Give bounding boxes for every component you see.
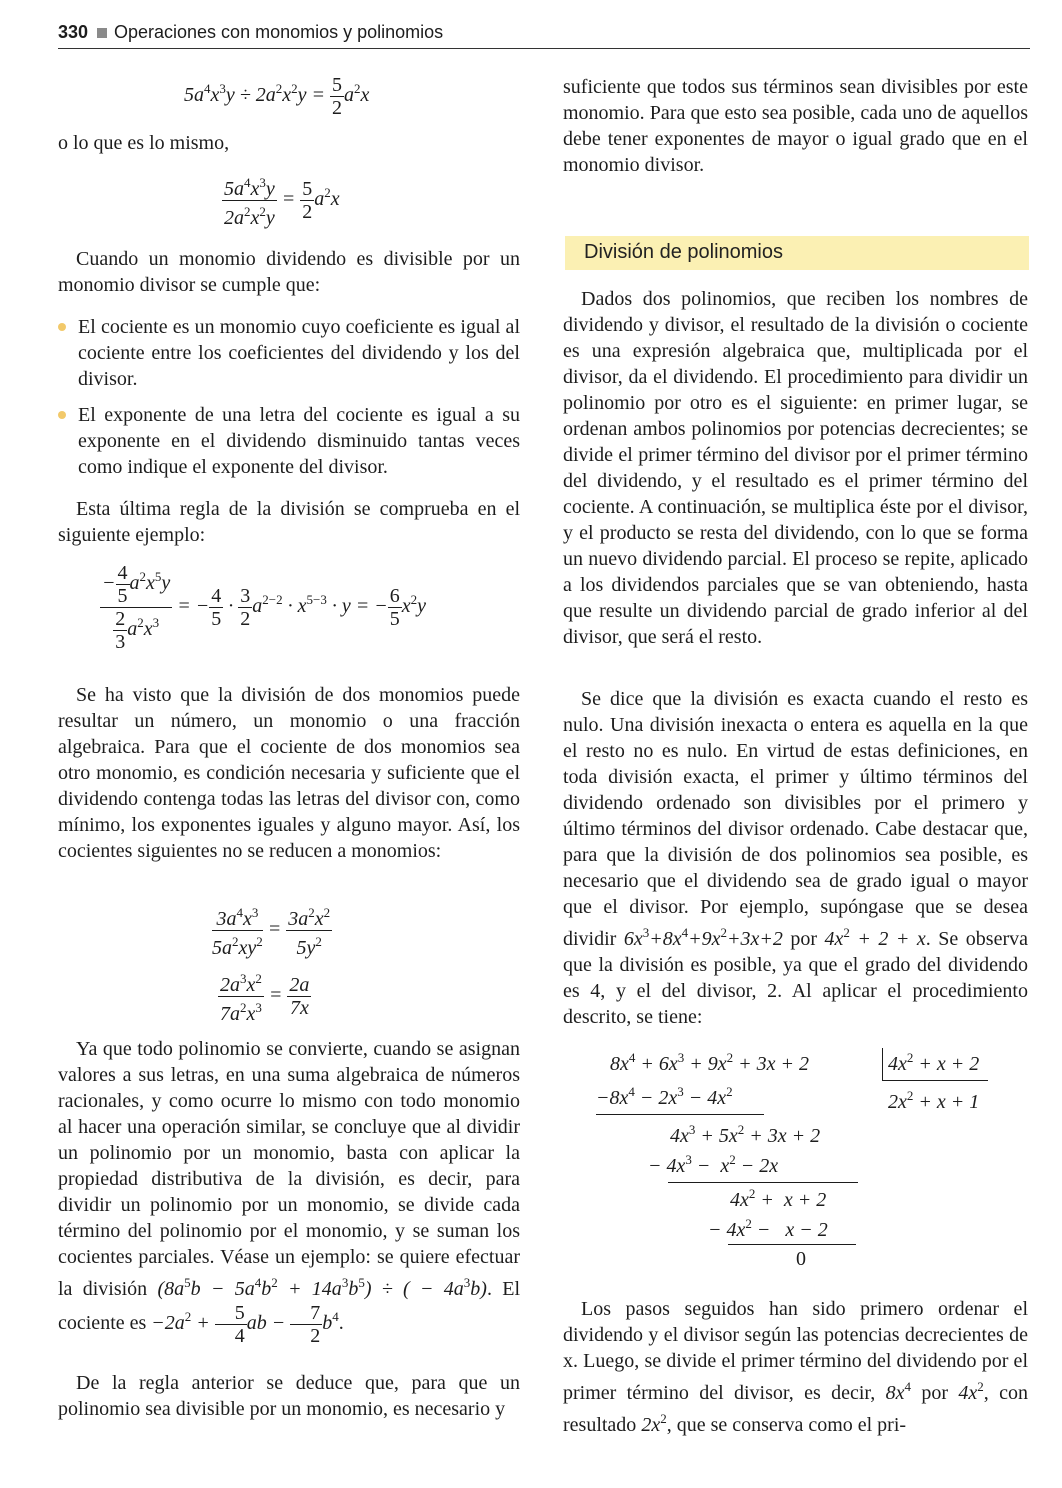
text-esta-ultima: Esta última regla de la división se comprueba en el siguiente ejemplo: [58, 498, 520, 546]
text-de-la-regla: De la regla anterior se deduce que, para que un polinomio sea divisible por un monomio, es necesario y [58, 1372, 520, 1420]
page-number: 330 [58, 22, 89, 42]
text-ya-que: Ya que todo polinomio se convierte, cuando se asignan valores a sus letras, en una suma algebraica de números racionales, y como ocurre lo mismo con todo monomio al hacer una operación similar, se concluye que al dividir un polinomio por un monomio, basta con aplicar la propiedad distributiva de la división, es decir, para dividir un polinomio por un monomio, se divide cada término del polinomio por el monomio, y se suman los cocientes parciales. Véase un ejemplo: se quiere efectuar la división $(8a^5b - 5a^4b^2 + 14a^3b^5)$ ÷ ( − $4a^3b$). El cociente es $-2a^2$ + $\frac{5}{4}$ ab − $\frac{7}{2}$ $b^4$. [58, 1038, 521, 1347]
equation-4: $\frac{3a^4x^3}{5a^2xy^2}$ = $\frac{3a^2x^2}{5y^2}$ [212, 902, 332, 959]
text-suficiente: suficiente que todos sus términos sean divisibles por este monomio. Para que esto sea posible, cada uno de aquellos debe tener exponentes de mayor o igual grado que en el monomio divisor. [563, 76, 1028, 176]
bullet-icon [58, 323, 66, 331]
text-cuando: Cuando un monomio dividendo es divisible por un monomio divisor se cumple que: [58, 248, 520, 296]
equation-1: $5a^4x^3y \div 2a^2x^2y$ = $\frac{5}{2}$ $a^2x$ [184, 74, 370, 119]
section-heading-box [565, 236, 1029, 270]
text-lo-mismo: o lo que es lo mismo, [58, 132, 230, 154]
header-square-icon [97, 28, 107, 38]
text-se-ha-visto: Se ha visto que la división de dos monomios puede resultar un número, un monomio o una fracción algebraica. Para que el cociente de dos monomios sea otro monomio, es condición necesaria y suficiente que el dividendo contenga todas las letras del divisor con, como mínimo, los exponentes iguales y alguno mayor. Así, los cocientes siguientes no se reducen a monomios: [58, 684, 520, 862]
list-item: El exponente de una letra del cociente es igual a su exponente en el dividendo disminuido tantas veces como indique el exponente del divisor. [58, 402, 520, 480]
text-los-pasos: Los pasos seguidos han sido primero ordenar el dividendo y el divisor según las potencias decrecientes de x. Luego, se divide el primer término del dividendo por el primer término del divisor, es decir, $8x^4$ por $4x^2$, con resultado $2x^2$, que se conserva como el pri- [563, 1298, 1028, 1436]
equation-5: $\frac{2a^3x^2}{7a^2x^3}$ = $\frac{2a}{7x}$ [218, 968, 311, 1025]
text-dados: Dados dos polinomios, que reciben los nombres de dividendo y divisor, el resultado de la división o cociente es una expresión algebraica que, multiplicada por el divisor, da el dividendo. El procedimiento para dividir un polinomio por otro es el siguiente: en primer lugar, se ordenan ambos polinomios por potencias decrecientes; se divide el primer término del divisor por el primer término del dividendo, y el resultado es el primer término del cociente. A continuación, se multiplica éste por el divisor, y el producto se resta del dividendo, con lo que se forma un nuevo dividendo parcial. El proceso se repite, aplicado a los dividendos parciales que se van obteniendo, hasta que resulte un dividendo parcial de grado inferior al del divisor, que será el resto. [563, 288, 1028, 648]
equation-2: $\frac{5a^4x^3y}{2a^2x^2y}$ = $\frac{5}{2}$ $a^2x$ [222, 172, 340, 229]
section-heading: División de polinomios [584, 241, 783, 263]
rule-list [58, 314, 520, 480]
list-item: El cociente es un monomio cuyo coeficiente es igual al cociente entre los coeficientes del dividendo y los del divisor. [58, 314, 520, 392]
page-header [58, 20, 1030, 49]
text-se-dice: Se dice que la división es exacta cuando el resto es nulo. Una división inexacta o entera es aquella en la que el resto no es nulo. En virtud de estas definiciones, en toda división exacta, el primer y último términos del dividendo ordenado son divisibles por el primero y último términos del divisor ordenado. Cabe destacar que, para que la división de dos polinomios sea posible, es necesario que el dividendo sea de grado igual o mayor que el divisor. Por ejemplo, supóngase que se desea dividir $6x^3+8x^4+9x^2+3x+2$ por $4x^2 + 2 + x$. Se observa que la división es posible, ya que el grado del dividendo es 4, y el del divisor, 2. Al aplicar el procedimiento descrito, se tiene: [563, 688, 1028, 1028]
header-title: Operaciones con monomios y polinomios [114, 22, 444, 42]
equation-3: − $\frac{4}{5}$ $a^2x^5y$ $\frac{2}{3}$ $a^2x^3$ = − $\frac{4}{5}$ · $\frac{3}{2}$ $a^{2-2} \cdot x^{5-3} \cdot y$ = − $\frac{6}{5}$ $x^2y$ [102, 562, 427, 653]
bullet-icon [58, 411, 66, 419]
